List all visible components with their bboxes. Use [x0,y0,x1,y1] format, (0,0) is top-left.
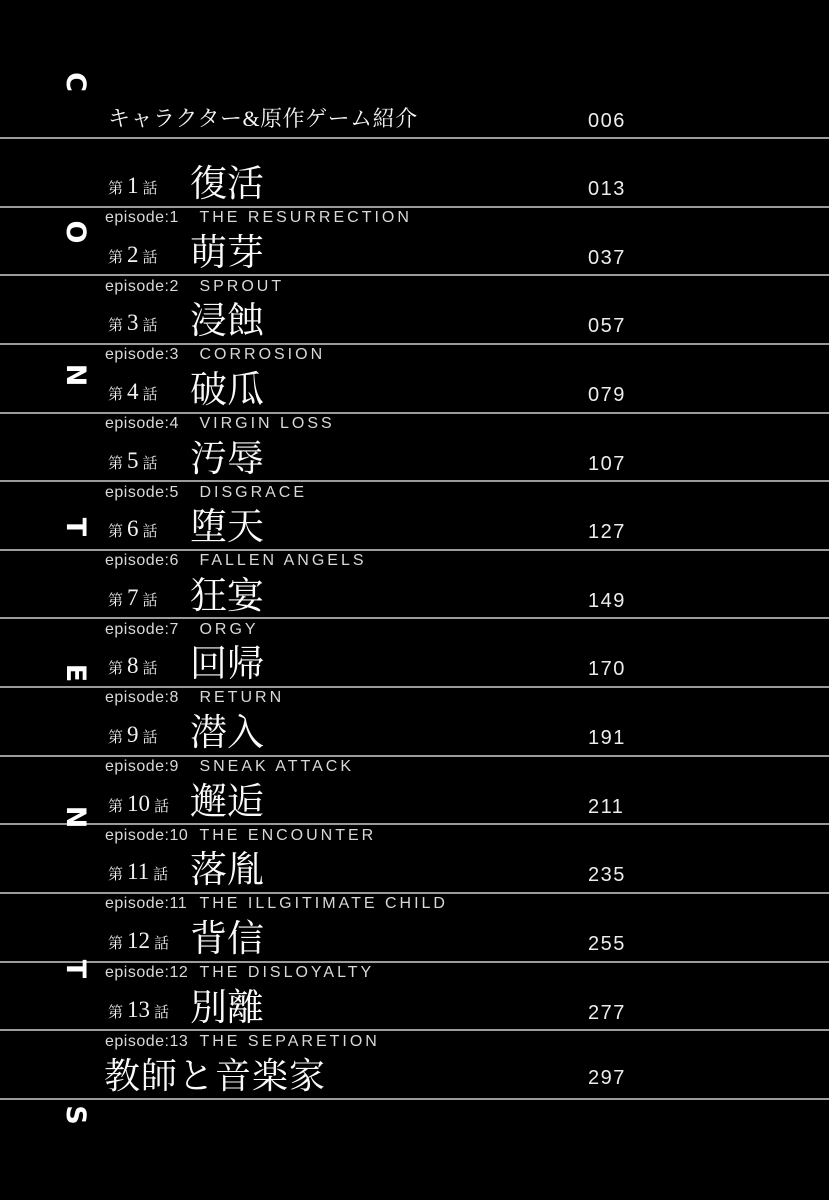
chapter-label [108,653,158,679]
episode-title-kanji: 汚辱 [190,439,264,480]
separator-line [0,1098,829,1100]
episode-main-row [0,274,829,343]
chapter-suffix: 話 [142,661,158,677]
chapter-prefix: 第 [108,730,124,746]
episode-subtitle: CORROSION [199,346,326,363]
chapter-suffix: 話 [142,318,158,334]
episode-page-number: 211 [588,796,625,818]
episode-title-kanji: 狂宴 [190,576,264,617]
episode-page-number: 235 [588,864,626,886]
episode-label: episode:11 [105,895,188,912]
episode-page-number: 149 [588,590,626,612]
chapter-prefix: 第 [108,867,124,883]
chapter-number: 13 [127,997,151,1022]
chapter-prefix: 第 [108,250,124,266]
episode-page-number: 127 [588,521,626,543]
episode-page-number: 037 [588,247,626,269]
chapter-prefix: 第 [108,593,124,609]
episode-entry [0,961,829,1057]
chapter-number: 4 [127,379,139,404]
chapter-suffix: 話 [154,936,170,952]
episode-main-row [0,823,829,892]
chapter-label [108,379,158,405]
chapter-suffix: 話 [142,593,158,609]
episode-label: episode:9 [105,758,179,775]
episode-subtitle: ORGY [199,621,259,638]
final-page-number: 297 [588,1067,626,1089]
episode-main-row [0,480,829,549]
chapter-suffix: 話 [154,799,170,815]
vertical-letter-t2: T [60,959,91,979]
chapter-number: 6 [127,516,139,541]
episode-title-kanji: 破瓜 [190,370,264,411]
intro-entry [0,96,829,137]
episode-page-number: 013 [588,178,626,200]
episode-main-row [0,137,829,206]
episode-title-kanji: 邂逅 [190,782,264,823]
episode-title-kanji: 堕天 [190,507,264,548]
chapter-prefix: 第 [108,936,124,952]
chapter-suffix: 話 [142,181,158,197]
chapter-label [108,722,158,748]
chapter-suffix: 話 [153,867,169,883]
episode-label: episode:6 [105,552,179,569]
chapter-prefix: 第 [108,661,124,677]
vertical-letter-n: N [60,363,91,387]
chapter-number: 9 [127,722,139,747]
episode-subtitle: VIRGIN LOSS [199,415,335,432]
episode-subtitle: RETURN [199,689,285,706]
episode-main-row [0,892,829,961]
episode-page-number: 191 [588,727,626,749]
chapter-prefix: 第 [108,318,124,334]
episode-page-number: 170 [588,658,626,680]
episode-title-kanji: 復活 [190,164,264,205]
chapter-prefix: 第 [108,456,124,472]
chapter-label [108,585,158,611]
episode-label: episode:10 [105,827,189,844]
chapter-prefix: 第 [108,524,124,540]
episode-main-row [0,755,829,824]
episode-subtitle: FALLEN ANGELS [199,552,367,569]
episode-label: episode:13 [105,1033,189,1050]
chapter-label [108,310,158,336]
chapter-label [108,791,169,817]
intro-title: キャラクター&原作ゲーム紹介 [108,106,418,131]
episode-label: episode:3 [105,346,179,363]
chapter-number: 11 [127,859,150,884]
episode-subtitle: THE SEPARETION [199,1033,380,1050]
chapter-label [108,242,158,268]
chapter-label [108,448,158,474]
chapter-number: 12 [127,928,151,953]
chapter-label [108,859,168,885]
episode-title-kanji: 浸蝕 [190,301,264,342]
episode-title-kanji: 落胤 [190,850,264,891]
episode-label: episode:12 [105,964,189,981]
chapter-number: 1 [127,173,139,198]
vertical-letter-c: C [60,72,91,92]
episode-label: episode:5 [105,484,179,501]
chapter-label [108,516,158,542]
episode-main-row [0,549,829,618]
vertical-letter-o: O [60,220,91,244]
episode-page-number: 107 [588,453,626,475]
episode-subtitle: THE ENCOUNTER [199,827,377,844]
chapter-number: 2 [127,242,139,267]
episode-page-number: 255 [588,933,626,955]
episode-title-kanji: 潜入 [190,713,264,754]
episode-title-kanji: 萌芽 [190,233,264,274]
episode-subtitle: SNEAK ATTACK [199,758,354,775]
episode-main-row [0,412,829,481]
episode-label: episode:1 [105,209,179,226]
episode-page-number: 079 [588,384,626,406]
chapter-suffix: 話 [154,1005,170,1021]
vertical-letter-e: E [60,663,91,683]
chapter-number: 7 [127,585,139,610]
vertical-letter-n2: N [60,805,91,829]
chapter-label [108,997,169,1023]
episode-main-row [0,343,829,412]
chapter-suffix: 話 [142,250,158,266]
chapter-number: 5 [127,448,139,473]
episode-page-number: 057 [588,315,626,337]
chapter-label [108,173,158,199]
chapter-prefix: 第 [108,387,124,403]
episode-main-row [0,206,829,275]
episode-main-row [0,617,829,686]
episode-subtitle: THE ILLGITIMATE CHILD [199,895,448,912]
chapter-suffix: 話 [142,387,158,403]
chapter-number: 3 [127,310,139,335]
episode-label: episode:7 [105,621,179,638]
episode-caption-row [105,1033,380,1051]
episode-main-row [0,686,829,755]
chapter-suffix: 話 [142,730,158,746]
chapter-prefix: 第 [108,799,124,815]
chapter-number: 8 [127,653,139,678]
chapter-prefix: 第 [108,181,124,197]
episode-label: episode:4 [105,415,179,432]
episode-subtitle: THE DISLOYALTY [199,964,375,981]
episode-title-kanji: 別離 [190,988,264,1029]
episode-label: episode:8 [105,689,179,706]
vertical-letter-s: S [60,1105,91,1125]
episode-title-kanji: 回帰 [190,644,264,685]
chapter-suffix: 話 [142,456,158,472]
episode-subtitle: DISGRACE [199,484,308,501]
episode-subtitle: THE RESURRECTION [199,209,412,226]
chapter-suffix: 話 [142,524,158,540]
intro-page-number: 006 [588,110,626,132]
chapter-prefix: 第 [108,1005,124,1021]
episode-label: episode:2 [105,278,179,295]
episode-subtitle: SPROUT [199,278,285,295]
final-entry [0,1050,829,1098]
final-title: 教師と音楽家 [104,1056,327,1096]
episode-page-number: 277 [588,1002,626,1024]
episode-main-row [0,961,829,1030]
chapter-label [108,928,169,954]
vertical-letter-t: T [60,517,91,537]
chapter-number: 10 [127,791,151,816]
episode-title-kanji: 背信 [190,919,264,960]
